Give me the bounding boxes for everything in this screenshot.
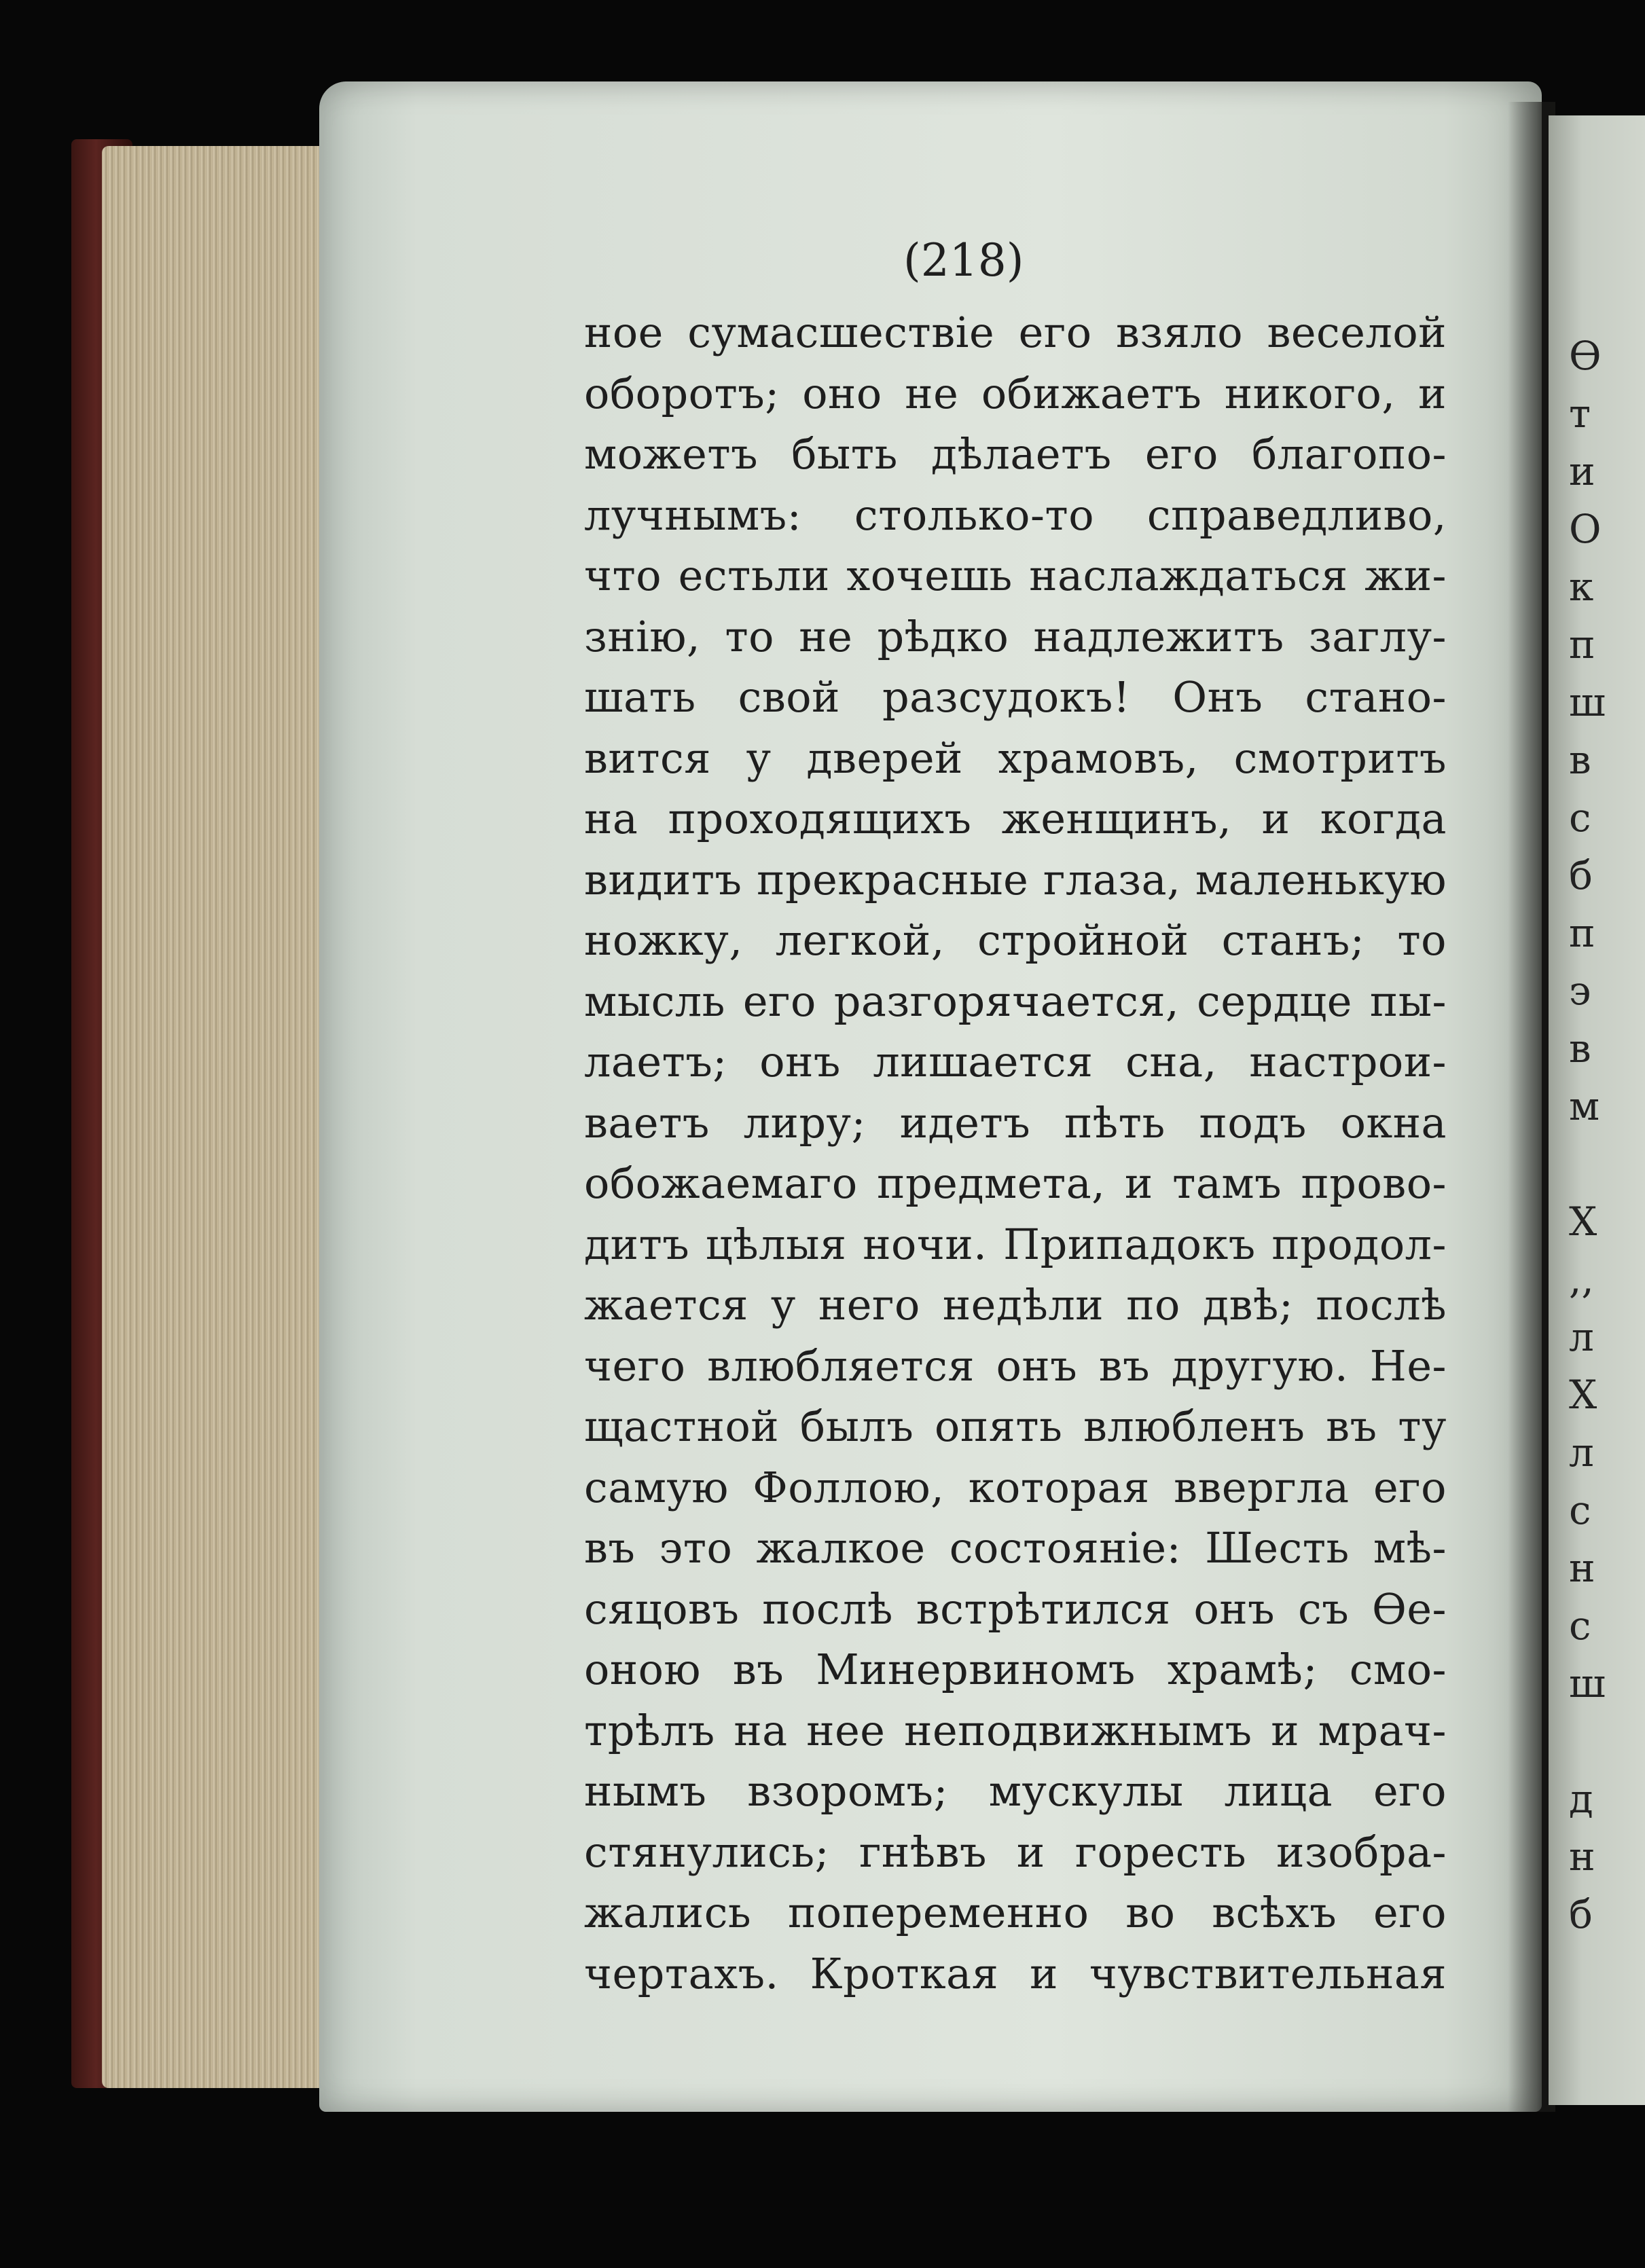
- fragment-line: к: [1569, 564, 1594, 610]
- text-line: сяцовъ послѣ встрѣтился онъ съ Ѳе-: [584, 1584, 1447, 1634]
- fragment-line: д: [1569, 1776, 1593, 1822]
- text-line: что естьли хочешь наслаждаться жи-: [584, 551, 1447, 600]
- fragment-line: л: [1569, 1314, 1594, 1360]
- fragment-line: Ѳ: [1569, 333, 1602, 379]
- page-text: [584, 302, 1447, 2004]
- fragment-line: ,,: [1569, 1256, 1594, 1302]
- fragment-line: Х: [1569, 1372, 1597, 1418]
- text-line: въ это жалкое состояніе: Шесть мѣ-: [584, 1523, 1447, 1573]
- fragment-line: п: [1569, 621, 1595, 667]
- fragment-line: л: [1569, 1429, 1594, 1476]
- text-line: лучнымъ: столько-то справедливо,: [584, 490, 1447, 540]
- text-line: чего влюбляется онъ въ другую. Не-: [584, 1340, 1447, 1391]
- text-line: обожаемаго предмета, и тамъ прово-: [584, 1158, 1447, 1208]
- text-line: самую Фоллою, которая ввергла его: [584, 1462, 1447, 1512]
- text-line: шать свой разсудокъ! Онъ стано-: [584, 672, 1447, 722]
- next-page-fragment: [1555, 333, 1645, 1969]
- text-line: стянулись; гнѣвъ и горесть изобра-: [584, 1827, 1447, 1877]
- text-line: нымъ взоромъ; мускулы лица его: [584, 1766, 1447, 1816]
- text-line: можетъ быть дѣлаетъ его благопо-: [584, 429, 1447, 479]
- fragment-line: н: [1569, 1545, 1595, 1591]
- fragment-line: О: [1569, 506, 1602, 552]
- fragment-line: с: [1569, 1603, 1591, 1649]
- text-line: трѣлъ на нее неподвижнымъ и мрач-: [584, 1705, 1447, 1755]
- text-line: на проходящихъ женщинъ, и когда: [584, 794, 1447, 843]
- fragment-line: с: [1569, 794, 1591, 841]
- fragment-line: и: [1569, 448, 1595, 494]
- fragment-line: в: [1569, 737, 1591, 783]
- fragment-line: т: [1569, 390, 1591, 437]
- text-line: мысль его разгорячается, сердце пы-: [584, 976, 1447, 1026]
- page-number: (218): [903, 234, 1024, 287]
- text-line: оборотъ; оно не обижаетъ никого, и: [584, 368, 1447, 418]
- text-line: вится у дверей храмовъ, смотритъ: [584, 733, 1447, 783]
- text-line: ное сумасшествіе его взяло веселой: [584, 308, 1447, 357]
- text-line: ножку, легкой, стройной станъ; то: [584, 915, 1447, 965]
- fragment-line: ш: [1569, 1660, 1606, 1706]
- fragment-line: с: [1569, 1487, 1591, 1533]
- text-line: видитъ прекрасные глаза, маленькую: [584, 854, 1447, 904]
- fragment-line: э: [1569, 968, 1591, 1014]
- text-line: ваетъ лиру; идетъ пѣть подъ окна: [584, 1097, 1447, 1148]
- fragment-line: м: [1569, 1083, 1600, 1129]
- text-line: знію, то не рѣдко надлежитъ заглу-: [584, 611, 1447, 661]
- text-line: оною въ Минервиномъ храмѣ; смо-: [584, 1645, 1447, 1694]
- fragment-line: ш: [1569, 679, 1606, 725]
- fragment-line: в: [1569, 1025, 1591, 1072]
- fragment-line: б: [1569, 1891, 1593, 1937]
- text-line: чертахъ. Кроткая и чувствительная: [584, 1948, 1447, 1998]
- text-line: дитъ цѣлыя ночи. Припадокъ продол-: [584, 1219, 1447, 1269]
- text-line: лаетъ; онъ лишается сна, настрои-: [584, 1037, 1447, 1086]
- text-line: жается у него недѣли по двѣ; послѣ: [584, 1280, 1447, 1330]
- text-line: жались попеременно во всѣхъ его: [584, 1888, 1447, 1937]
- fragment-line: п: [1569, 910, 1595, 956]
- fragment-line: б: [1569, 852, 1593, 898]
- text-line: щастной былъ опять влюбленъ въ ту: [584, 1402, 1447, 1451]
- fragment-line: н: [1569, 1833, 1595, 1880]
- fragment-line: Х: [1569, 1199, 1597, 1245]
